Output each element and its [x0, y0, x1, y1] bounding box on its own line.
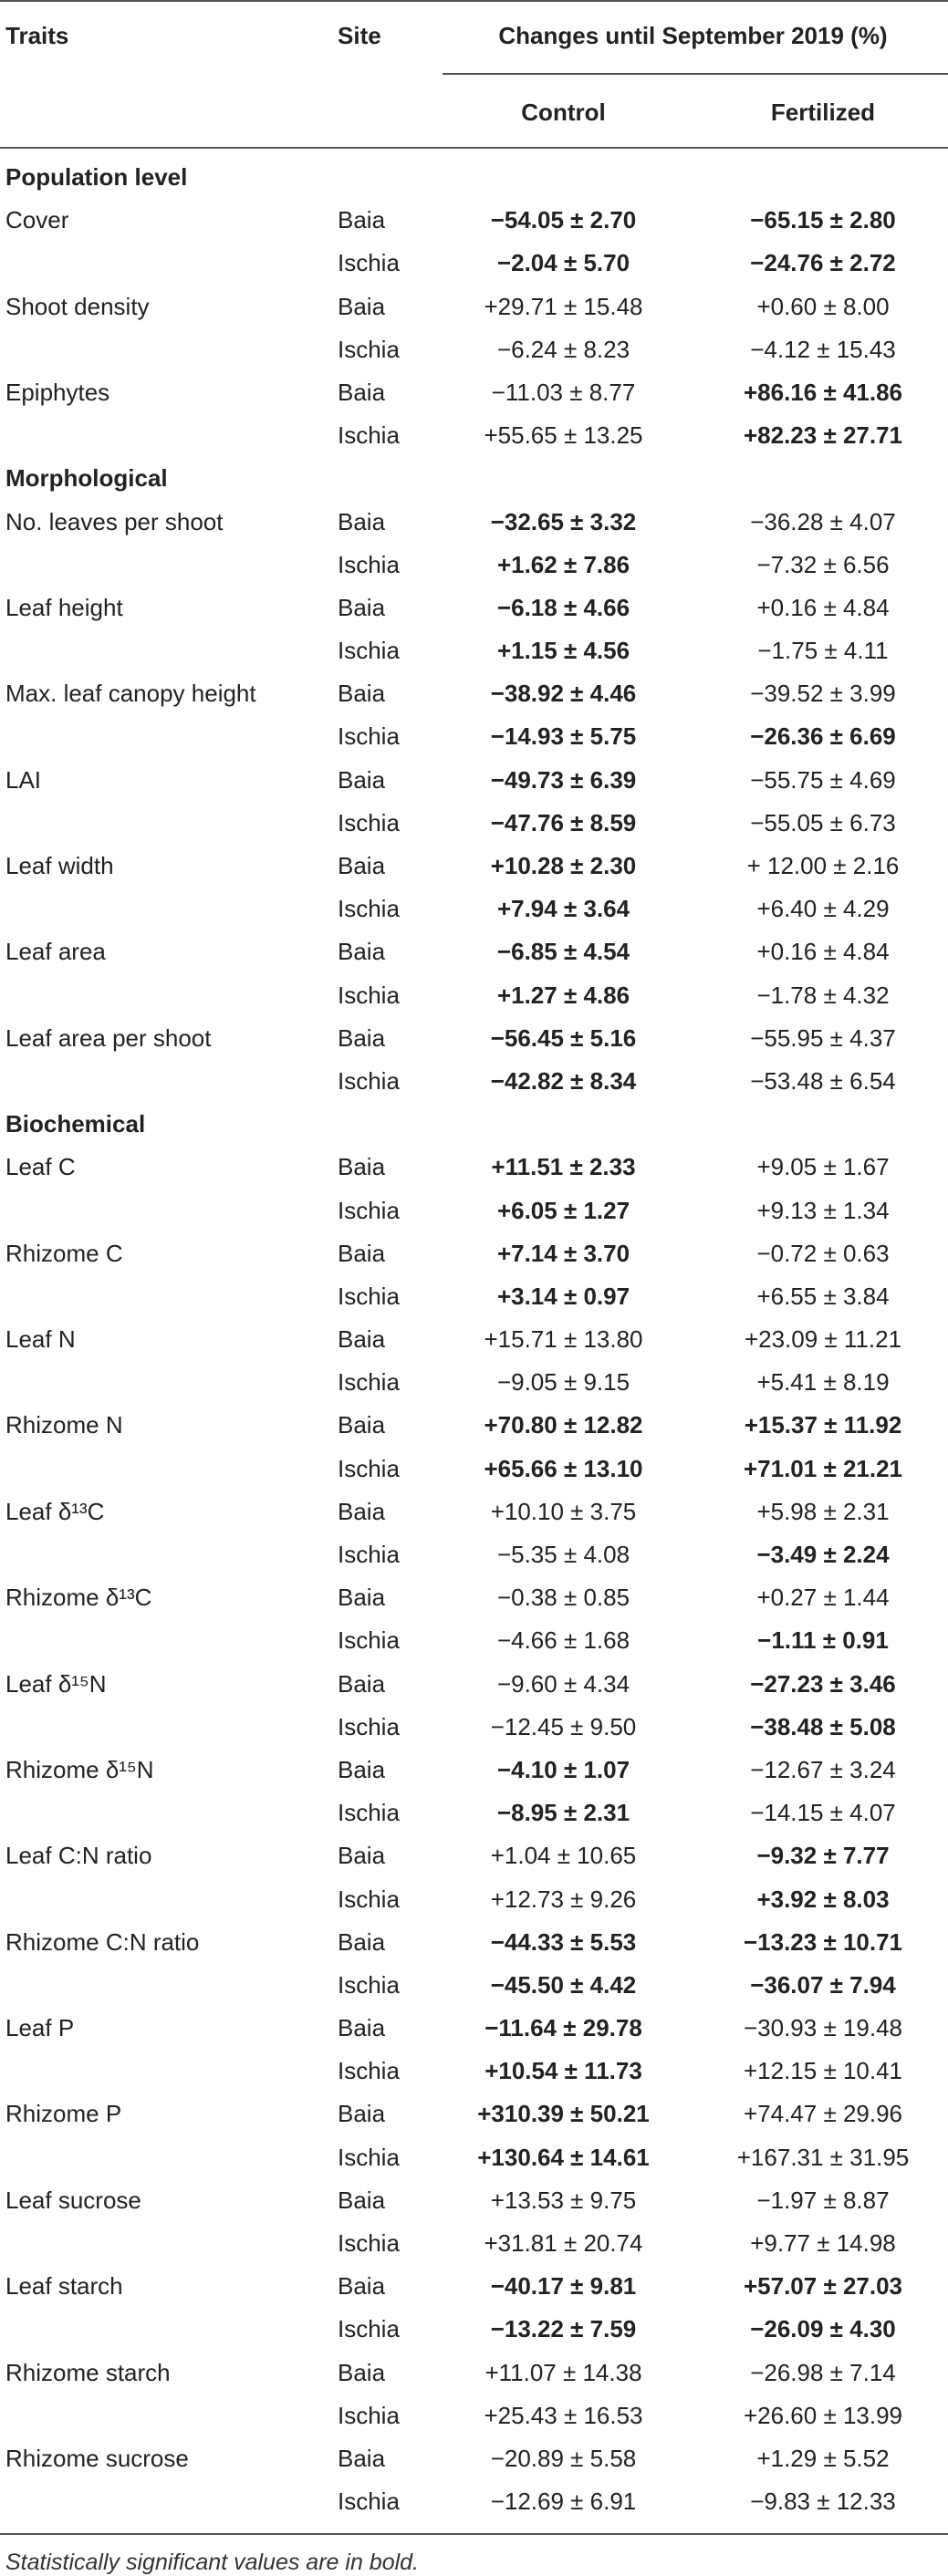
fertilized-value: +0.60 ± 8.00 — [756, 292, 890, 320]
table-row — [0, 242, 948, 285]
fertilized-value: −9.32 ± 7.77 — [756, 1842, 890, 1870]
table-row — [0, 2437, 948, 2480]
table-row — [0, 1146, 948, 1189]
control-value: −8.95 ± 2.31 — [496, 1799, 630, 1827]
site-cell: Ischia — [338, 981, 400, 1009]
trait-name: Epiphytes — [5, 378, 110, 406]
table-row — [0, 2179, 948, 2222]
fertilized-value: −9.83 ± 12.33 — [750, 2488, 896, 2516]
table-row — [0, 845, 948, 888]
site-cell: Ischia — [338, 2401, 400, 2429]
trait-name: Rhizome starch — [5, 2358, 171, 2386]
site-cell: Ischia — [338, 808, 400, 836]
fertilized-value: +57.07 ± 27.03 — [743, 2272, 903, 2301]
control-value: −12.69 ± 6.91 — [490, 2488, 637, 2516]
site-cell: Baia — [338, 765, 386, 794]
control-value: −4.10 ± 1.07 — [496, 1755, 630, 1783]
site-cell: Baia — [338, 1325, 386, 1354]
fertilized-value: +6.40 ± 4.29 — [756, 895, 890, 923]
table-row — [0, 1792, 948, 1834]
fertilized-value: −55.75 ± 4.69 — [750, 765, 896, 794]
control-value: −11.03 ± 8.77 — [491, 378, 636, 406]
trait-name: LAI — [5, 765, 42, 794]
control-value: −0.38 ± 0.85 — [496, 1584, 630, 1612]
trait-name: Rhizome P — [5, 2100, 122, 2128]
table-row — [0, 414, 948, 457]
control-value: −5.35 ± 4.08 — [496, 1541, 630, 1568]
fertilized-value: +0.16 ± 4.84 — [756, 593, 890, 621]
control-value: +7.94 ± 3.64 — [496, 895, 630, 923]
trait-name: Leaf C:N ratio — [5, 1842, 152, 1870]
table-row — [0, 1318, 948, 1361]
trait-name: Leaf P — [5, 2014, 75, 2042]
site-cell: Baia — [338, 1669, 386, 1698]
table-row — [0, 1663, 948, 1706]
control-value: +6.05 ± 1.27 — [496, 1196, 630, 1224]
trait-name: Leaf sucrose — [5, 2186, 141, 2214]
table-row — [0, 888, 948, 930]
control-value: +11.07 ± 14.38 — [484, 2358, 642, 2386]
site-cell: Baia — [338, 1755, 386, 1783]
control-value: −6.85 ± 4.54 — [496, 938, 630, 966]
section-title: Biochemical — [5, 1110, 146, 1138]
table-row — [0, 544, 948, 587]
table-row — [0, 672, 948, 715]
table-row — [0, 2093, 948, 2135]
table-row — [0, 2007, 948, 2050]
control-value: +29.71 ± 15.48 — [484, 292, 643, 320]
fertilized-value: −1.75 ± 4.11 — [757, 637, 889, 665]
table-row — [0, 2308, 948, 2351]
control-value: +65.66 ± 13.10 — [484, 1454, 643, 1482]
table-row — [0, 199, 948, 242]
site-cell: Baia — [338, 2272, 386, 2301]
fertilized-value: +1.29 ± 5.52 — [756, 2444, 890, 2472]
fertilized-value: +23.09 ± 11.21 — [744, 1325, 902, 1354]
control-value: +10.10 ± 3.75 — [490, 1497, 637, 1525]
site-cell: Baia — [338, 1842, 386, 1870]
control-value: +55.65 ± 13.25 — [484, 421, 643, 450]
section-title: Morphological — [5, 464, 168, 493]
trait-name: Rhizome sucrose — [5, 2444, 189, 2472]
table-row — [0, 1275, 948, 1318]
control-value: −20.89 ± 5.58 — [490, 2444, 637, 2472]
table-row — [0, 2050, 948, 2093]
site-cell: Baia — [338, 2100, 386, 2128]
trait-name: Leaf starch — [5, 2272, 123, 2301]
control-value: −38.92 ± 4.46 — [490, 680, 637, 708]
trait-name: Leaf δ¹⁵N — [5, 1669, 107, 1698]
fertilized-value: −4.12 ± 15.43 — [750, 335, 896, 363]
control-value: −13.22 ± 7.59 — [490, 2315, 637, 2343]
fertilized-value: +82.23 ± 27.71 — [743, 421, 903, 450]
trait-name: Rhizome δ¹³C — [5, 1584, 152, 1612]
bottom-rule — [0, 2533, 948, 2535]
control-value: +7.14 ± 3.70 — [496, 1239, 630, 1267]
control-value: −11.64 ± 29.78 — [484, 2014, 642, 2042]
site-cell: Ischia — [338, 1196, 400, 1224]
trait-name: Leaf width — [5, 852, 114, 879]
fertilized-value: +0.27 ± 1.44 — [756, 1584, 890, 1612]
trait-name: Leaf δ¹³C — [5, 1497, 105, 1525]
site-cell: Baia — [338, 1927, 386, 1956]
control-value: +310.39 ± 50.21 — [477, 2100, 650, 2128]
table-row — [0, 2265, 948, 2308]
fertilized-value: +5.98 ± 2.31 — [756, 1497, 890, 1525]
site-cell: Baia — [338, 1497, 386, 1525]
table-row — [0, 1361, 948, 1404]
fertilized-value: −27.23 ± 3.46 — [750, 1669, 896, 1698]
table-row — [0, 587, 948, 629]
site-cell: Ischia — [338, 637, 400, 665]
table-row — [0, 1706, 948, 1749]
fertilized-value: −55.05 ± 6.73 — [750, 808, 896, 836]
control-value: −9.60 ± 4.34 — [496, 1669, 630, 1698]
top-rule — [0, 0, 948, 2]
table-row — [0, 2222, 948, 2265]
fertilized-value: −1.97 ± 8.87 — [756, 2186, 890, 2214]
section-row — [0, 457, 948, 500]
trait-name: Cover — [5, 206, 69, 234]
header-row-1 — [0, 15, 948, 57]
control-value: −6.24 ± 8.23 — [496, 335, 630, 363]
site-cell: Ischia — [338, 1368, 400, 1397]
site-cell: Ischia — [338, 2229, 400, 2257]
control-value: +25.43 ± 16.53 — [484, 2401, 643, 2429]
fertilized-value: +71.01 ± 21.21 — [743, 1454, 903, 1482]
site-cell: Baia — [338, 1584, 386, 1612]
table-row — [0, 715, 948, 758]
fertilized-value: +9.13 ± 1.34 — [756, 1196, 890, 1224]
control-value: −2.04 ± 5.70 — [496, 249, 630, 277]
site-cell: Baia — [338, 593, 386, 621]
site-cell: Baia — [338, 2444, 386, 2472]
table-row — [0, 759, 948, 802]
site-cell: Baia — [338, 2358, 386, 2386]
table-row — [0, 974, 948, 1017]
fertilized-value: +9.05 ± 1.67 — [756, 1153, 890, 1181]
site-cell: Baia — [338, 1023, 386, 1052]
table-row — [0, 2352, 948, 2394]
fertilized-value: −7.32 ± 6.56 — [756, 550, 890, 578]
site-cell: Baia — [338, 938, 386, 966]
table-row — [0, 930, 948, 973]
control-value: +12.73 ± 9.26 — [490, 1885, 637, 1913]
control-value: −47.76 ± 8.59 — [490, 808, 637, 836]
fertilized-value: +5.41 ± 8.19 — [756, 1368, 890, 1397]
trait-name: Max. leaf canopy height — [5, 680, 256, 708]
section-row — [0, 156, 948, 199]
table-row — [0, 286, 948, 328]
site-cell: Ischia — [338, 1970, 400, 1999]
section-title: Population level — [5, 163, 188, 191]
table-row — [0, 802, 948, 845]
fertilized-value: +26.60 ± 13.99 — [743, 2401, 903, 2429]
control-value: −56.45 ± 5.16 — [490, 1023, 637, 1052]
control-value: +1.27 ± 4.86 — [496, 981, 630, 1009]
site-cell: Ischia — [338, 722, 400, 751]
fertilized-value: +6.55 ± 3.84 — [756, 1282, 890, 1310]
fertilized-value: −26.09 ± 4.30 — [750, 2315, 896, 2343]
trait-name: Rhizome N — [5, 1411, 123, 1439]
header-site: Site — [338, 22, 381, 49]
table-row — [0, 1619, 948, 1662]
site-cell: Ischia — [338, 1885, 400, 1913]
table-row — [0, 328, 948, 371]
fertilized-value: −36.28 ± 4.07 — [750, 507, 896, 535]
control-value: +31.81 ± 20.74 — [484, 2229, 643, 2257]
site-cell: Baia — [338, 292, 386, 320]
site-cell: Ischia — [338, 1626, 400, 1655]
fertilized-value: −36.07 ± 7.94 — [750, 1970, 896, 1999]
control-value: +1.04 ± 10.65 — [490, 1842, 637, 1870]
site-cell: Ischia — [338, 249, 400, 277]
control-value: −45.50 ± 4.42 — [490, 1970, 637, 1999]
table-row — [0, 1576, 948, 1619]
trait-name: Leaf C — [5, 1153, 76, 1181]
site-cell: Ischia — [338, 1799, 400, 1827]
site-cell: Baia — [338, 507, 386, 535]
site-cell: Baia — [338, 206, 386, 234]
trait-name: Leaf N — [5, 1325, 76, 1354]
table-row — [0, 2394, 948, 2437]
fertilized-value: −24.76 ± 2.72 — [750, 249, 896, 277]
site-cell: Ischia — [338, 421, 400, 450]
fertilized-value: +167.31 ± 31.95 — [736, 2143, 910, 2171]
control-value: +1.15 ± 4.56 — [496, 637, 630, 665]
control-value: −42.82 ± 8.34 — [490, 1066, 637, 1095]
fertilized-value: −13.23 ± 10.71 — [743, 1927, 903, 1956]
fertilized-value: −26.98 ± 7.14 — [750, 2358, 896, 2386]
control-value: −44.33 ± 5.53 — [490, 1927, 637, 1956]
table-row — [0, 1189, 948, 1232]
site-cell: Ischia — [338, 895, 400, 923]
site-cell: Ischia — [338, 1066, 400, 1095]
site-cell: Baia — [338, 2014, 386, 2042]
fertilized-value: −38.48 ± 5.08 — [750, 1712, 896, 1740]
control-value: −6.18 ± 4.66 — [496, 593, 630, 621]
header-control: Control — [521, 99, 606, 126]
fertilized-value: −39.52 ± 3.99 — [750, 680, 896, 708]
site-cell: Ischia — [338, 2488, 400, 2516]
fertilized-value: +9.77 ± 14.98 — [750, 2229, 896, 2257]
trait-name: Leaf area — [5, 938, 106, 966]
header-changes: Changes until September 2019 (%) — [498, 22, 888, 49]
header-traits: Traits — [5, 22, 69, 49]
trait-name: Rhizome δ¹⁵N — [5, 1755, 154, 1783]
control-value: −14.93 ± 5.75 — [490, 722, 637, 751]
table-row — [0, 1834, 948, 1877]
site-cell: Ischia — [338, 1541, 400, 1568]
site-cell: Baia — [338, 680, 386, 708]
control-value: +10.54 ± 11.73 — [484, 2057, 642, 2085]
fertilized-value: −0.72 ± 0.63 — [756, 1239, 890, 1267]
fertilized-value: +0.16 ± 4.84 — [756, 938, 890, 966]
site-cell: Ischia — [338, 2143, 400, 2171]
table-row — [0, 1921, 948, 1964]
trait-name: Rhizome C — [5, 1239, 123, 1267]
table-row — [0, 1491, 948, 1533]
site-cell: Ischia — [338, 1712, 400, 1740]
control-value: +1.62 ± 7.86 — [496, 550, 630, 578]
trait-name: Rhizome C:N ratio — [5, 1927, 200, 1956]
control-value: +11.51 ± 2.33 — [491, 1153, 636, 1181]
site-cell: Ischia — [338, 1454, 400, 1482]
header-bottom-rule — [0, 147, 948, 149]
fertilized-value: −26.36 ± 6.69 — [750, 722, 896, 751]
site-cell: Baia — [338, 2186, 386, 2214]
fertilized-value: −1.78 ± 4.32 — [756, 981, 890, 1009]
table-row — [0, 629, 948, 672]
trait-name: Leaf area per shoot — [5, 1023, 212, 1052]
control-value: +130.64 ± 14.61 — [477, 2143, 650, 2171]
header-mid-rule — [443, 73, 948, 75]
fertilized-value: +12.15 ± 10.41 — [743, 2057, 903, 2085]
site-cell: Ischia — [338, 550, 400, 578]
site-cell: Baia — [338, 1239, 386, 1267]
table-row — [0, 1964, 948, 2007]
table-row — [0, 1749, 948, 1792]
site-cell: Ischia — [338, 2057, 400, 2085]
table-row — [0, 1533, 948, 1576]
table-row — [0, 1404, 948, 1447]
fertilized-value: −30.93 ± 19.48 — [743, 2014, 903, 2042]
table-body — [0, 156, 948, 2523]
table-row — [0, 1878, 948, 1921]
table-row — [0, 371, 948, 414]
header-row-2 — [0, 91, 948, 134]
trait-name: Shoot density — [5, 292, 150, 320]
fertilized-value: + 12.00 ± 2.16 — [746, 852, 900, 879]
table-row — [0, 2480, 948, 2523]
control-value: −12.45 ± 9.50 — [490, 1712, 637, 1740]
fertilized-value: −55.95 ± 4.37 — [750, 1023, 896, 1052]
table-row — [0, 1448, 948, 1491]
fertilized-value: −14.15 ± 4.07 — [750, 1799, 896, 1827]
fertilized-value: −12.67 ± 3.24 — [750, 1755, 896, 1783]
table-row — [0, 1232, 948, 1275]
fertilized-value: −65.15 ± 2.80 — [750, 206, 896, 234]
header-fertilized: Fertilized — [770, 99, 876, 126]
fertilized-value: +3.92 ± 8.03 — [756, 1885, 890, 1913]
site-cell: Baia — [338, 1153, 386, 1181]
table-row — [0, 1017, 948, 1060]
trait-name: Leaf height — [5, 593, 123, 621]
fertilized-value: +86.16 ± 41.86 — [743, 378, 903, 406]
section-row — [0, 1103, 948, 1146]
site-cell: Ischia — [338, 1282, 400, 1310]
trait-name: No. leaves per shoot — [5, 507, 224, 535]
site-cell: Baia — [338, 1411, 386, 1439]
control-value: −4.66 ± 1.68 — [496, 1626, 630, 1655]
control-value: −40.17 ± 9.81 — [490, 2272, 637, 2301]
table-row — [0, 1060, 948, 1103]
fertilized-value: −3.49 ± 2.24 — [756, 1541, 890, 1568]
fertilized-value: +15.37 ± 11.92 — [744, 1411, 902, 1439]
control-value: −54.05 ± 2.70 — [490, 206, 637, 234]
site-cell: Baia — [338, 378, 386, 406]
control-value: −32.65 ± 3.32 — [490, 507, 637, 535]
control-value: +15.71 ± 13.80 — [484, 1325, 643, 1354]
fertilized-value: +74.47 ± 29.96 — [743, 2100, 903, 2128]
control-value: +70.80 ± 12.82 — [484, 1411, 643, 1439]
site-cell: Baia — [338, 852, 386, 879]
control-value: +10.28 ± 2.30 — [490, 852, 637, 879]
control-value: +3.14 ± 0.97 — [496, 1282, 630, 1310]
site-cell: Ischia — [338, 2315, 400, 2343]
control-value: +13.53 ± 9.75 — [490, 2186, 637, 2214]
control-value: −9.05 ± 9.15 — [496, 1368, 630, 1397]
table-row — [0, 2136, 948, 2179]
table-row — [0, 501, 948, 544]
fertilized-value: −1.11 ± 0.91 — [757, 1626, 889, 1655]
fertilized-value: −53.48 ± 6.54 — [750, 1066, 896, 1095]
footnote: Statistically significant values are in bold. — [5, 2550, 420, 2575]
site-cell: Ischia — [338, 335, 400, 363]
control-value: −49.73 ± 6.39 — [490, 765, 637, 794]
